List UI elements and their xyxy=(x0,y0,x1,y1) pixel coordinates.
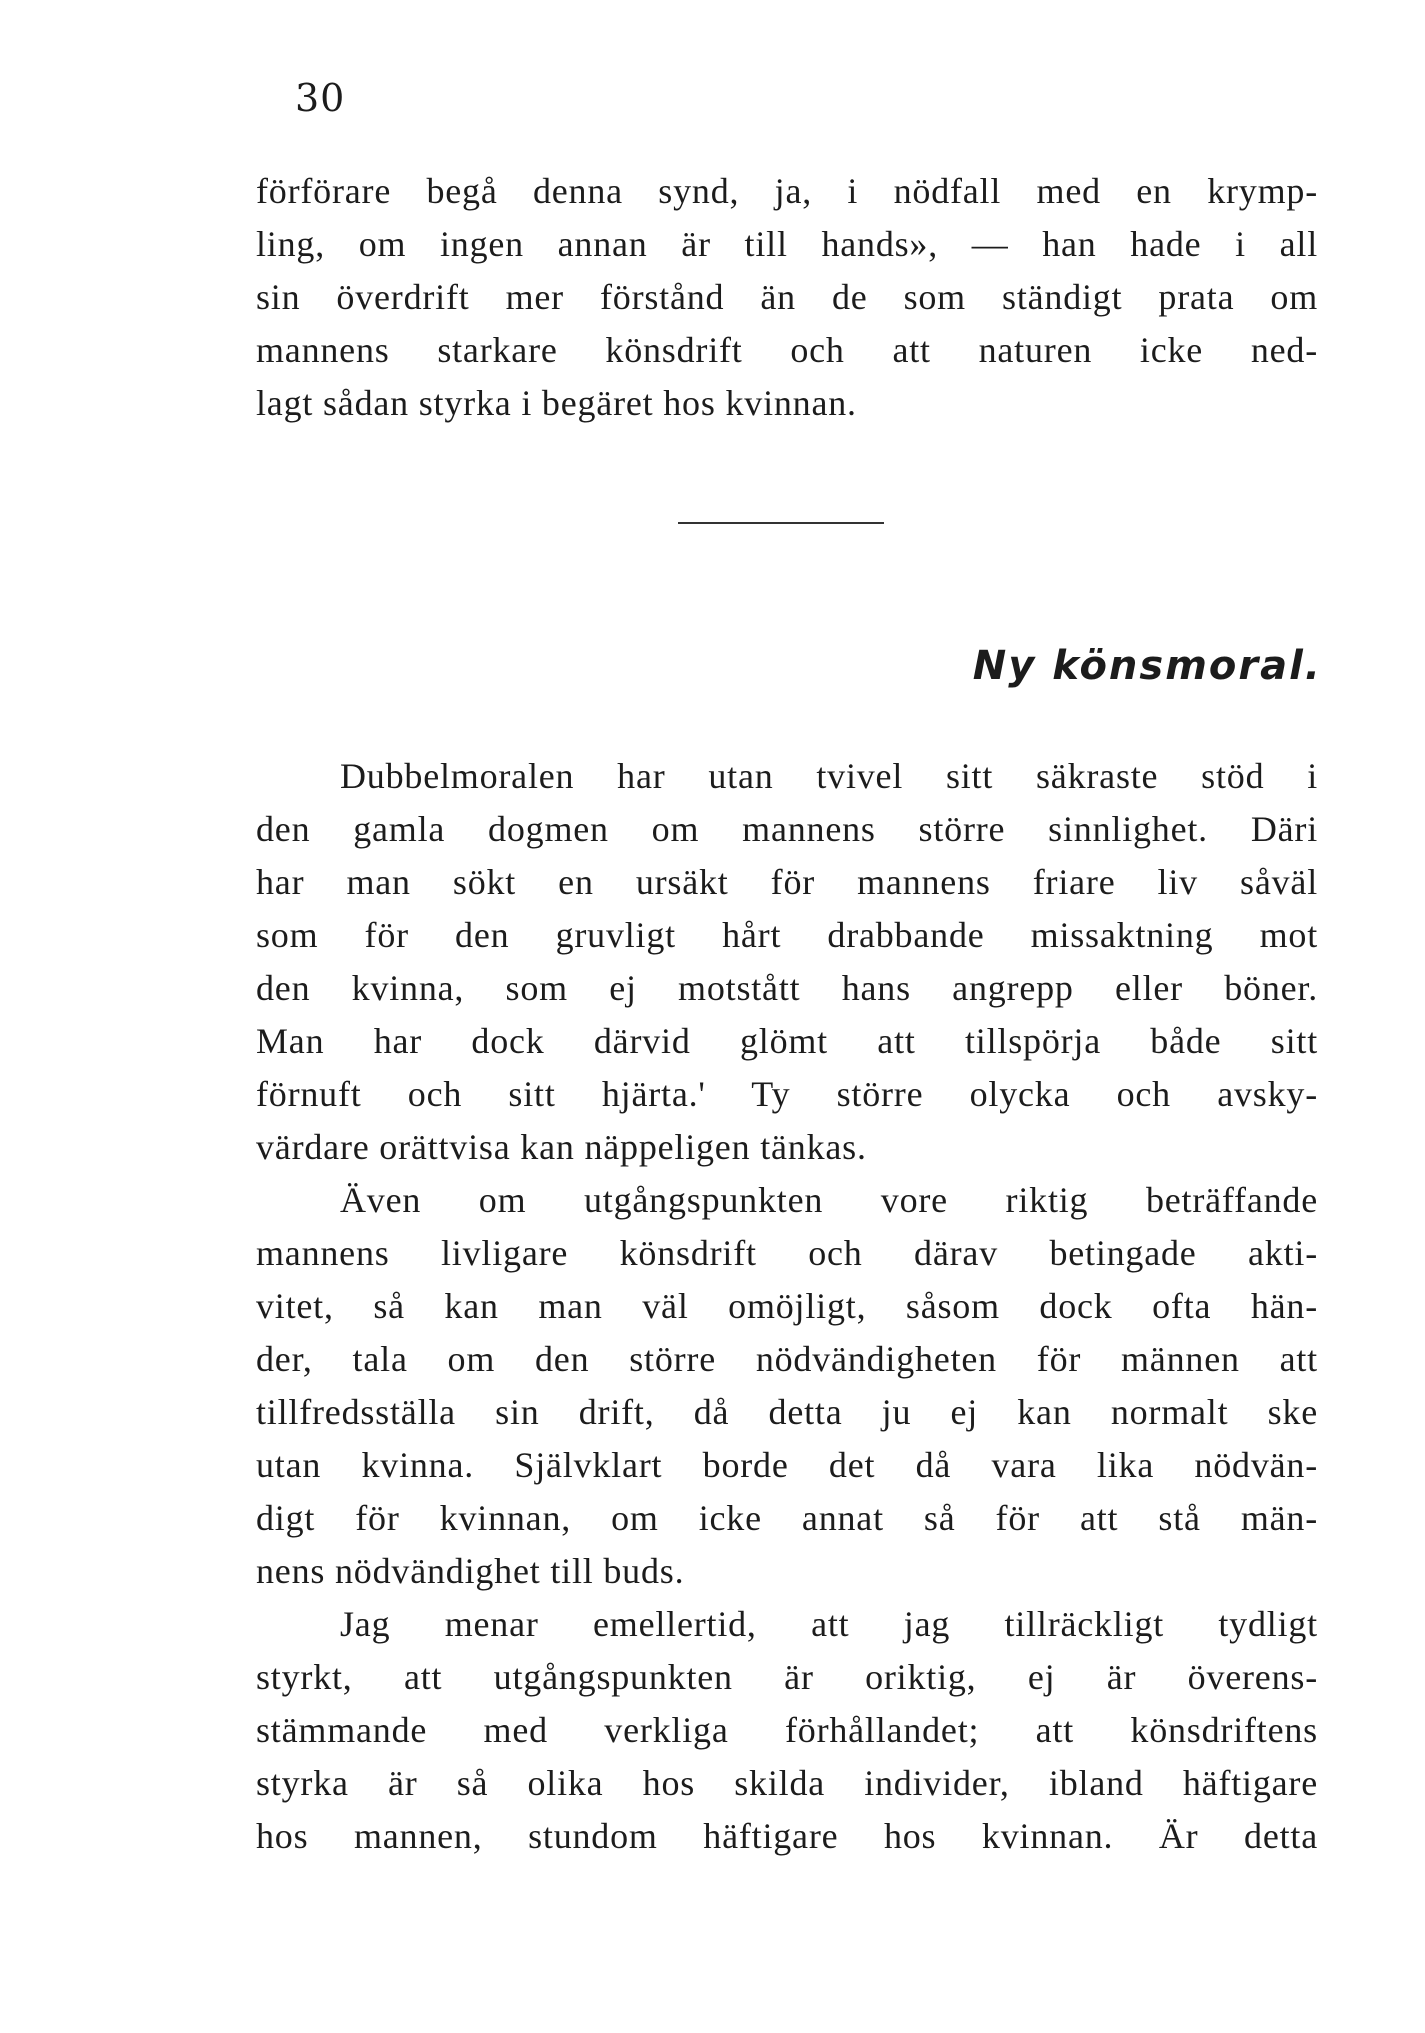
body-line: utan kvinna. Självklart borde det då vara lika nödvän- xyxy=(256,1445,1318,1485)
intro-line: ling, om ingen annan är till hands», — han hade i all xyxy=(256,224,1318,264)
body-line: stämmande med verkliga förhållandet; att könsdriftens xyxy=(256,1710,1318,1750)
body-line: har man sökt en ursäkt för mannens friare liv såväl xyxy=(256,862,1318,902)
body-line: den kvinna, som ej motstått hans angrepp eller böner. xyxy=(256,968,1318,1008)
body-line: hos mannen, stundom häftigare hos kvinnan. Är detta xyxy=(256,1816,1318,1856)
body-line: mannens livligare könsdrift och därav betingade akti- xyxy=(256,1233,1318,1273)
body-line: förnuft och sitt hjärta.' Ty större olycka och avsky- xyxy=(256,1074,1318,1114)
body-line: Dubbelmoralen har utan tvivel sitt säkraste stöd i xyxy=(340,756,1318,796)
body-line: Jag menar emellertid, att jag tillräckligt tydligt xyxy=(340,1604,1318,1644)
body-line: der, tala om den större nödvändigheten för männen att xyxy=(256,1339,1318,1379)
intro-line: förförare begå denna synd, ja, i nödfall med en krymp- xyxy=(256,171,1318,211)
page-number: 30 xyxy=(295,76,346,120)
body-line: Även om utgångspunkten vore riktig beträffande xyxy=(340,1180,1318,1220)
body-line: nens nödvändighet till buds. xyxy=(256,1551,685,1591)
body-line: styrkt, att utgångspunkten är oriktig, ej är överens- xyxy=(256,1657,1318,1697)
section-divider xyxy=(678,522,884,524)
body-line: styrka är så olika hos skilda individer, ibland häftigare xyxy=(256,1763,1318,1803)
body-line: som för den gruvligt hårt drabbande missaktning mot xyxy=(256,915,1318,955)
body-line: värdare orättvisa kan näppeligen tänkas. xyxy=(256,1127,867,1167)
intro-line: sin överdrift mer förstånd än de som ständigt prata om xyxy=(256,277,1318,317)
intro-line: lagt sådan styrka i begäret hos kvinnan. xyxy=(256,383,857,423)
body-line: den gamla dogmen om mannens större sinnlighet. Däri xyxy=(256,809,1318,849)
intro-line: mannens starkare könsdrift och att naturen icke ned- xyxy=(256,330,1318,370)
body-line: vitet, så kan man väl omöjligt, såsom dock ofta hän- xyxy=(256,1286,1318,1326)
body-line: Man har dock därvid glömt att tillspörja både sitt xyxy=(256,1021,1318,1061)
section-title: Ny könsmoral. xyxy=(972,643,1322,689)
body-line: digt för kvinnan, om icke annat så för att stå män- xyxy=(256,1498,1318,1538)
body-line: tillfredsställa sin drift, då detta ju ej kan normalt ske xyxy=(256,1392,1318,1432)
